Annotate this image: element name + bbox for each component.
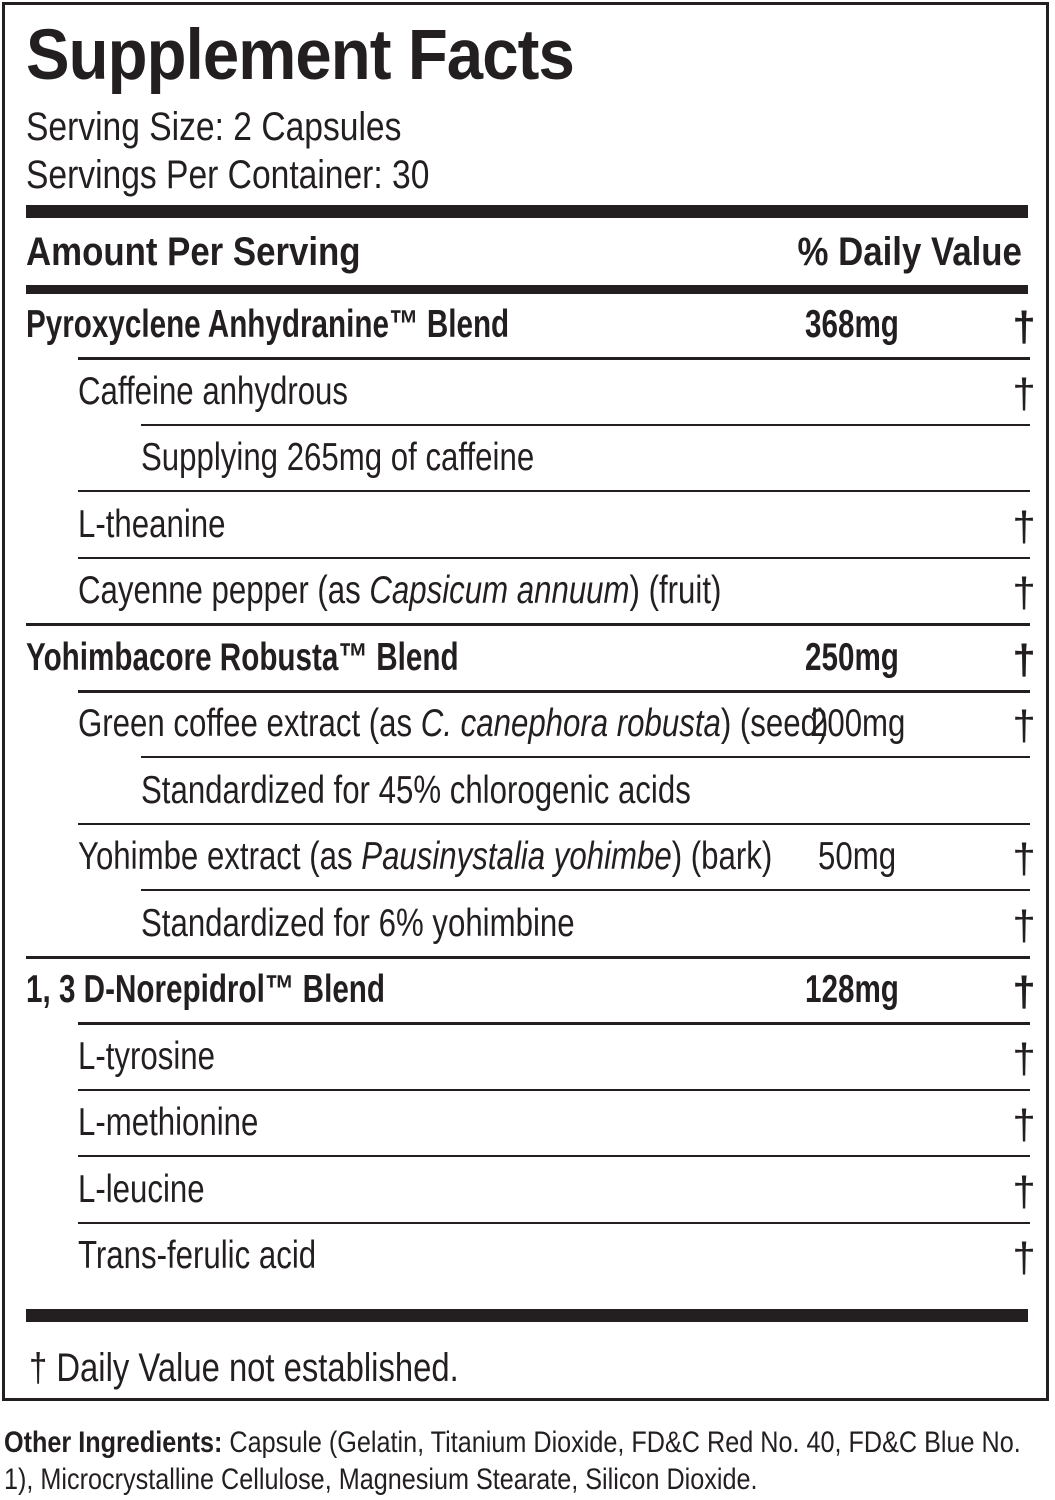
ingredient-row [5, 492, 1054, 558]
other-ingredients [4, 1424, 1046, 1498]
ingredient-name: L-tyrosine [78, 1034, 215, 1078]
panel-title: Supplement Facts [26, 16, 574, 95]
supplement-facts-panel [2, 2, 1049, 1401]
other-ingredients-text: Capsule (Gelatin, Titanium Dioxide, FD&C Red No. 40, FD&C Blue No. 1), Microcrystalline Cellulose, Magnesium Stearate, Silicon Dioxide. [4, 1426, 1021, 1496]
blend-name: Yohimbacore Robusta™ Blend [26, 635, 459, 679]
ingredient-row [5, 758, 1054, 824]
dagger-mark: † [1012, 1101, 1036, 1148]
amount: 200mg [810, 702, 906, 745]
other-ingredients-label: Other Ingredients: [4, 1426, 223, 1459]
botanical-name: Capsicum annuum [369, 569, 630, 612]
ingredient-name: Supplying 265mg of caffeine [141, 436, 535, 479]
dagger-mark: † [1012, 369, 1036, 417]
amount: 250mg [805, 635, 899, 679]
amount: 128mg [805, 968, 899, 1011]
ingredient-name [78, 691, 828, 757]
blend-row [5, 957, 1054, 1023]
dagger-mark: † [1012, 502, 1036, 550]
ingredient-name [78, 558, 721, 624]
ingredient-row [5, 1223, 1054, 1289]
ingredient-name-part: Cayenne pepper (as [78, 569, 370, 612]
ingredient-name-part: ) (fruit) [629, 569, 722, 612]
top-thick-rule [26, 205, 1028, 218]
ingredient-name: Trans-ferulic acid [78, 1234, 317, 1277]
ingredient-row [5, 359, 1054, 425]
dagger-mark: † [1012, 1234, 1036, 1281]
ingredient-name: L-methionine [78, 1101, 259, 1144]
blend-name: Pyroxyclene Anhydranine™ Blend [26, 303, 510, 346]
dagger-mark: † [1012, 1034, 1036, 1082]
ingredient-name-part: ) (seed) [720, 702, 829, 745]
ingredient-name: L-leucine [78, 1167, 205, 1211]
ingredient-row [5, 1090, 1054, 1156]
dagger-mark: † [1012, 901, 1036, 949]
ingredient-name-part: Green coffee extract (as [78, 702, 421, 745]
ingredient-name-part: Yohimbe extract (as [78, 835, 362, 878]
ingredient-row [5, 691, 1054, 757]
amount: 368mg [805, 303, 899, 346]
ingredient-name: Standardized for 45% chlorogenic acids [141, 768, 691, 812]
blend-name: 1, 3 D-Norepidrol™ Blend [26, 968, 386, 1011]
blend-row [5, 292, 1054, 358]
ingredient-row [5, 1157, 1054, 1223]
ingredient-row [5, 1024, 1054, 1090]
dagger-mark: † [1012, 1167, 1036, 1215]
ingredient-row [5, 891, 1054, 957]
dagger-mark: † [1012, 303, 1036, 350]
amount-per-serving-header: Amount Per Serving [26, 230, 361, 274]
botanical-name: C. canephora robusta [420, 702, 721, 745]
dagger-mark: † [1012, 968, 1036, 1015]
dagger-mark: † [1012, 835, 1036, 882]
serving-size: Serving Size: 2 Capsules [26, 105, 402, 149]
ingredient-name: L-theanine [78, 502, 226, 546]
ingredient-row [5, 824, 1054, 890]
dagger-mark: † [1012, 702, 1036, 749]
bottom-thick-rule [26, 1309, 1028, 1322]
botanical-name: Pausinystalia yohimbe [361, 835, 672, 878]
ingredient-name-part: ) (bark) [671, 835, 773, 878]
dagger-mark: † [1012, 569, 1036, 616]
daily-value-footnote: † Daily Value not established. [29, 1346, 459, 1390]
ingredient-name: Standardized for 6% yohimbine [141, 901, 575, 945]
amount: 50mg [818, 835, 897, 878]
dagger-mark: † [1012, 635, 1036, 683]
ingredient-row [5, 425, 1054, 491]
servings-per-container: Servings Per Container: 30 [26, 153, 430, 197]
ingredient-name: Caffeine anhydrous [78, 369, 349, 413]
blend-row [5, 625, 1054, 691]
ingredient-name [78, 824, 772, 890]
ingredient-row [5, 558, 1054, 624]
daily-value-header: % Daily Value [797, 230, 1022, 274]
